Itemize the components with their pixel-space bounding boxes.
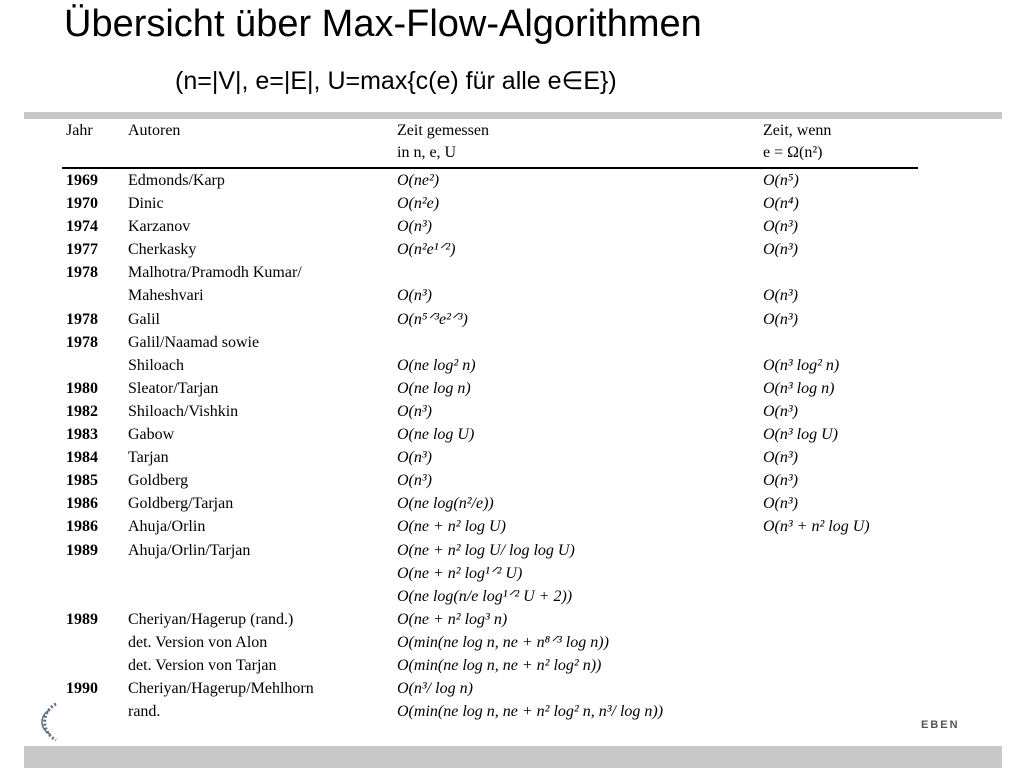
cell-time: O(n³) — [397, 472, 433, 490]
header-dense-line1: Zeit, wenn — [763, 122, 832, 139]
table-row — [62, 331, 918, 354]
cell-time: O(ne + n² log¹ᐟ² U) — [397, 564, 523, 582]
cell-year: 1985 — [66, 472, 98, 490]
cell-time: O(n³) — [397, 402, 433, 420]
cell-dense: O(n³ log² n) — [763, 356, 840, 374]
table-row — [62, 377, 918, 400]
cell-authors: Cheriyan/Hagerup (rand.) — [128, 610, 294, 628]
cell-authors: Dinic — [128, 195, 164, 213]
cell-authors: Goldberg — [128, 472, 189, 490]
cell-year: 1990 — [66, 680, 98, 698]
cell-time: O(ne²) — [397, 172, 440, 189]
cell-time: O(ne + n² log U) — [397, 518, 506, 536]
cell-authors: Shiloach/Vishkin — [128, 402, 239, 420]
cell-time: O(ne log n) — [397, 379, 471, 397]
table-row — [62, 700, 918, 723]
cell-authors: Shiloach — [128, 356, 184, 374]
cell-time: O(n²e) — [397, 195, 440, 213]
table-row — [62, 261, 918, 284]
table-row — [62, 677, 918, 700]
cell-dense: O(n⁴) — [763, 195, 799, 213]
cell-authors: Ahuja/Orlin — [128, 518, 206, 536]
cell-year: 1982 — [66, 402, 98, 420]
cell-authors: Galil — [128, 310, 160, 328]
table-body — [62, 169, 918, 723]
slide-title: Übersicht über Max-Flow-Algorithmen — [64, 3, 702, 45]
cell-year: 1986 — [66, 495, 98, 513]
cell-dense: O(n³) — [763, 310, 799, 328]
slide-subtitle: (n=|V|, e=|E|, U=max{c(e) für alle e∈E}) — [175, 67, 617, 95]
table-row — [62, 423, 918, 446]
table-row — [62, 631, 918, 654]
cell-time: O(ne + n² log U/ log log U) — [397, 541, 575, 559]
table-row — [62, 354, 918, 377]
cell-dense: O(n³ + n² log U) — [763, 518, 870, 536]
cell-time: O(ne log U) — [397, 426, 475, 444]
cell-year: 1969 — [66, 172, 98, 189]
cell-authors: det. Version von Alon — [128, 633, 268, 651]
table-row — [62, 284, 918, 307]
cell-year: 1986 — [66, 518, 98, 536]
header-authors: Autoren — [128, 122, 181, 139]
cell-time: O(n³) — [397, 218, 433, 236]
cell-year: 1980 — [66, 379, 98, 397]
cell-dense: O(n³ log n) — [763, 379, 835, 397]
table-row — [62, 515, 918, 538]
cell-authors: Malhotra/Pramodh Kumar/ — [128, 264, 302, 282]
table-row — [62, 169, 918, 192]
university-seal-icon — [24, 700, 60, 744]
table-row — [62, 585, 918, 608]
cell-time: O(min(ne log n, ne + n² log² n, n³/ log n)) — [397, 703, 664, 721]
cell-dense: O(n³) — [763, 218, 799, 236]
cell-authors: Goldberg/Tarjan — [128, 495, 234, 513]
cell-time: O(n³) — [397, 287, 433, 305]
cell-authors: Galil/Naamad sowie — [128, 333, 260, 351]
cell-year: 1978 — [66, 333, 98, 351]
cell-dense: O(n³ log U) — [763, 426, 839, 444]
cell-authors: Ahuja/Orlin/Tarjan — [128, 541, 251, 559]
table-row — [62, 654, 918, 677]
table-row — [62, 539, 918, 562]
table-header-row-1 — [62, 121, 918, 141]
cell-year: 1978 — [66, 264, 98, 282]
cell-year: 1978 — [66, 310, 98, 328]
cell-time: O(min(ne log n, ne + n² log² n)) — [397, 656, 602, 674]
bottom-band — [24, 746, 1002, 768]
table-row — [62, 400, 918, 423]
cell-authors: Cherkasky — [128, 241, 197, 259]
cell-authors: Tarjan — [128, 449, 169, 467]
brand-mark: EBEN — [921, 719, 960, 731]
cell-year: 1989 — [66, 541, 98, 559]
cell-time: O(n³) — [397, 449, 433, 467]
cell-dense: O(n³) — [763, 472, 799, 490]
cell-dense: O(n³) — [763, 241, 799, 259]
cell-dense: O(n⁵) — [763, 172, 799, 189]
table-row — [62, 215, 918, 238]
cell-year: 1983 — [66, 426, 98, 444]
header-time-line1: Zeit gemessen — [397, 122, 489, 139]
cell-time: O(min(ne log n, ne + n⁸ᐟ³ log n)) — [397, 633, 609, 651]
cell-year: 1974 — [66, 218, 98, 236]
cell-dense: O(n³) — [763, 449, 799, 467]
cell-year: 1977 — [66, 241, 98, 259]
table-header-row-2 — [62, 143, 918, 163]
header-dense-line2: e = Ω(n²) — [763, 144, 823, 161]
table-row — [62, 469, 918, 492]
cell-year: 1984 — [66, 449, 98, 467]
cell-authors: rand. — [128, 703, 161, 721]
table-row — [62, 446, 918, 469]
cell-time: O(n⁵ᐟ³e²ᐟ³) — [397, 310, 468, 328]
cell-dense: O(n³) — [763, 402, 799, 420]
cell-time: O(ne log(n/e log¹ᐟ² U + 2)) — [397, 587, 573, 605]
cell-time: O(n³/ log n) — [397, 680, 473, 698]
cell-authors: Edmonds/Karp — [128, 172, 225, 189]
table-row — [62, 608, 918, 631]
cell-time: O(ne + n² log³ n) — [397, 610, 508, 628]
table-row — [62, 492, 918, 515]
table-row — [62, 192, 918, 215]
table-row — [62, 238, 918, 261]
cell-dense: O(n³) — [763, 495, 799, 513]
table-row — [62, 562, 918, 585]
header-time-line2: in n, e, U — [397, 144, 457, 161]
cell-time: O(ne log² n) — [397, 356, 476, 374]
algorithm-table — [62, 121, 918, 745]
cell-authors: Cheriyan/Hagerup/Mehlhorn — [128, 680, 314, 698]
top-divider-band — [24, 112, 1002, 119]
cell-time: O(ne log(n²/e)) — [397, 495, 494, 513]
cell-authors: Maheshvari — [128, 287, 204, 305]
header-year: Jahr — [66, 122, 93, 139]
table-row — [62, 308, 918, 331]
cell-authors: Sleator/Tarjan — [128, 379, 219, 397]
cell-dense: O(n³) — [763, 287, 799, 305]
cell-authors: det. Version von Tarjan — [128, 656, 277, 674]
cell-year: 1970 — [66, 195, 98, 213]
cell-authors: Gabow — [128, 426, 175, 444]
cell-year: 1989 — [66, 610, 98, 628]
cell-time: O(n²e¹ᐟ²) — [397, 241, 456, 259]
cell-authors: Karzanov — [128, 218, 191, 236]
